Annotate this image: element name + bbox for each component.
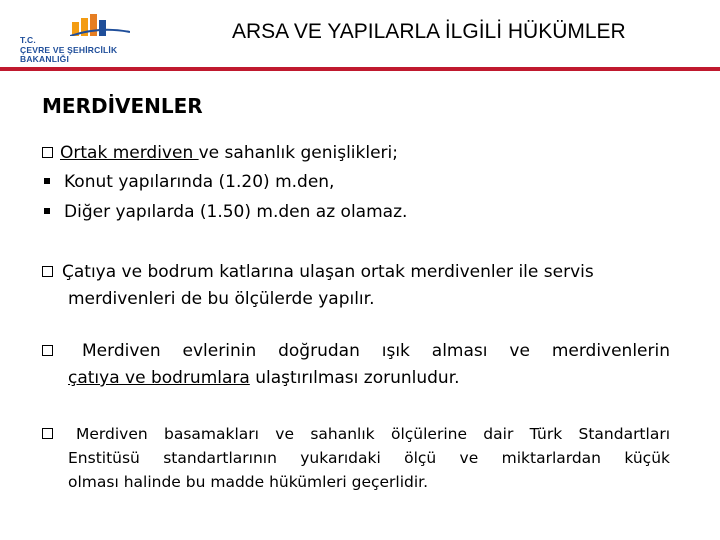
- header-divider: [0, 67, 720, 71]
- list-item-catiya: [42, 261, 594, 283]
- list-item-merdiven-evleri-cont: [68, 367, 460, 389]
- item-text: ve sahanlık genişlikleri;: [198, 143, 399, 163]
- list-item-basamaklar: [42, 423, 670, 445]
- square-bullet-icon: [44, 208, 50, 214]
- square-bullet-icon: [44, 178, 50, 184]
- list-item-basamaklar-line3: olması halinde bu madde hükümleri geçerlidir.: [68, 473, 429, 491]
- section-title: MERDİVENLER: [42, 94, 203, 118]
- item-underlined-text: çatıya ve bodrumlara: [68, 368, 250, 388]
- sub-item-diger: [42, 201, 407, 223]
- sub-item-konut: [42, 171, 334, 193]
- logo-line-bakanligi: BAKANLIĞI: [20, 54, 70, 64]
- list-item-catiya-cont: merdivenleri de bu ölçülerde yapılır.: [68, 289, 375, 309]
- item-underlined-text: Ortak merdiven: [60, 143, 199, 163]
- checkbox-bullet-icon: [42, 266, 53, 277]
- checkbox-bullet-icon: [42, 428, 53, 439]
- sub-item-text: Konut yapılarında (1.20) m.den,: [64, 172, 335, 192]
- list-item-basamaklar-line2: Enstitüsü standartlarının yukarıdaki ölçü ve miktarlardan küçük: [68, 449, 670, 467]
- sub-item-text: Diğer yapılarda (1.50) m.den az olamaz.: [64, 202, 408, 222]
- logo-line-tc: T.C.: [20, 35, 36, 45]
- item-text: Merdiven basamakları ve sahanlık ölçülerine dair Türk Standartları: [76, 425, 670, 443]
- item-text: ulaştırılması zorunludur.: [249, 368, 460, 388]
- logo-bars-icon: [70, 14, 130, 36]
- list-item-ortak-merdiven: [42, 142, 398, 164]
- checkbox-bullet-icon: [42, 345, 53, 356]
- logo-text: [20, 36, 117, 65]
- checkbox-bullet-icon: [42, 147, 53, 158]
- page-title: ARSA VE YAPILARLA İLGİLİ HÜKÜMLER: [232, 20, 626, 43]
- list-item-merdiven-evleri: [42, 340, 670, 362]
- item-text: Çatıya ve bodrum katlarına ulaşan ortak merdivenler ile servis: [62, 262, 594, 282]
- logo-line-ministry: ÇEVRE VE ŞEHİRCİLİK: [20, 44, 118, 55]
- ministry-logo: [18, 14, 168, 70]
- item-text: Merdiven evlerinin doğrudan ışık alması ve merdivenlerin: [82, 341, 670, 361]
